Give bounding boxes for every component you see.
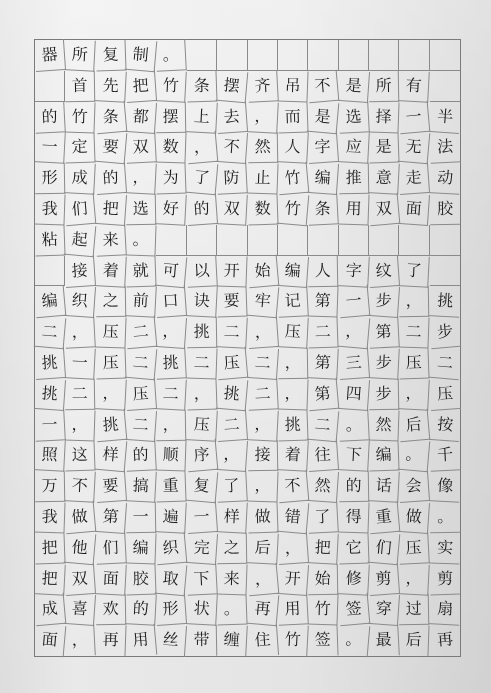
grid-cell: 了 (185, 162, 218, 195)
grid-cell: 穿 (368, 593, 400, 626)
grid-cell (430, 225, 460, 256)
grid-cell: 一 (34, 132, 66, 164)
grid-cell: ， (247, 409, 279, 441)
grid-cell: 把 (125, 70, 157, 103)
grid-cell: 压 (125, 378, 157, 411)
grid-cell: 记 (277, 286, 309, 318)
grid-cell: 二 (65, 379, 96, 410)
grid-cell: 挑 (34, 347, 66, 380)
grid-cell: 不 (307, 70, 340, 103)
grid-cell: 人 (308, 255, 339, 286)
grid-cell: 先 (95, 70, 127, 102)
grid-cell (278, 225, 308, 256)
grid-cell: 了 (216, 470, 248, 502)
grid-cell: 千 (429, 440, 461, 472)
grid-cell: 二 (308, 317, 339, 349)
grid-cell: 应 (338, 132, 370, 164)
grid-cell: 们 (95, 532, 127, 564)
grid-cell: 会 (398, 470, 430, 503)
grid-cell: 步 (369, 379, 400, 410)
grid-cell: 按 (429, 409, 461, 442)
grid-cell: 防 (216, 162, 248, 194)
grid-cell: ， (65, 624, 97, 656)
grid-cell: 样 (216, 501, 248, 533)
grid-cell: 住 (246, 624, 278, 657)
grid-cell: ， (246, 316, 278, 349)
grid-cell: 编 (368, 440, 399, 472)
grid-cell (308, 40, 338, 71)
grid-cell: 我 (34, 193, 65, 225)
grid-cell (430, 256, 460, 287)
grid-cell: 首 (65, 71, 96, 102)
grid-cell: 把 (34, 563, 66, 595)
grid-cell: 而 (277, 101, 308, 133)
grid-cell: 挑 (216, 378, 249, 411)
grid-cell: ， (398, 563, 430, 595)
grid-cell: 二 (125, 409, 157, 442)
grid-cell: 过 (399, 594, 430, 625)
grid-cell: 再 (95, 625, 126, 657)
grid-cell: 胶 (429, 194, 460, 225)
grid-cell: 织 (155, 532, 188, 565)
grid-cell: 后 (247, 532, 279, 564)
grid-cell: 压 (399, 347, 430, 379)
grid-cell: 照 (34, 440, 66, 472)
grid-cell: 来 (95, 224, 127, 256)
grid-cell: 去 (216, 101, 248, 134)
grid-cell: 下 (186, 563, 218, 595)
grid-cell: 往 (307, 439, 339, 472)
grid-cell: 面 (95, 563, 127, 595)
grid-cell: 摆 (156, 101, 187, 132)
grid-cell: 挑 (156, 347, 188, 379)
grid-cell: 再 (435, 629, 454, 651)
grid-cell: 后 (398, 408, 431, 441)
grid-cell: ， (247, 471, 278, 503)
grid-cell: ， (247, 101, 279, 133)
grid-cell: 推 (338, 163, 369, 194)
grid-cell: ， (186, 378, 217, 410)
grid-cell: 做 (64, 501, 97, 534)
grid-cell: 实 (429, 532, 460, 564)
grid-cell: 话 (368, 470, 400, 502)
grid-cell: 第 (368, 316, 400, 348)
grid-cell: 二 (428, 347, 461, 380)
grid-cell: 编 (307, 162, 339, 195)
grid-cell: 竹 (308, 594, 339, 626)
grid-cell (156, 225, 186, 256)
grid-cell: 。 (338, 409, 370, 441)
grid-cell: 二 (307, 408, 340, 441)
grid-cell: 欢 (95, 594, 126, 625)
grid-cell: 二 (247, 378, 279, 410)
grid-cell: 压 (277, 316, 309, 348)
grid-cell: 压 (398, 532, 430, 564)
grid-cell: 字 (338, 255, 370, 287)
grid-cell: 把 (307, 532, 339, 564)
grid-cell: 挑 (429, 286, 461, 318)
grid-cell: 上 (186, 101, 218, 133)
grid-cell (187, 225, 217, 256)
grid-cell: 所 (65, 39, 97, 71)
grid-cell: 不 (216, 131, 248, 164)
grid-cell: 一 (337, 285, 370, 318)
grid-cell (248, 225, 278, 256)
grid-cell: 之 (217, 533, 248, 564)
grid-cell: 。 (398, 439, 431, 472)
grid-cell: 双 (125, 132, 157, 164)
grid-cell: 纹 (368, 255, 400, 288)
grid-cell: 无 (398, 131, 431, 164)
grid-cell (430, 71, 460, 102)
grid-cell: 可 (155, 254, 188, 287)
grid-cell: 挑 (34, 378, 66, 411)
grid-cell: 开 (217, 255, 248, 287)
grid-cell: 吊 (277, 70, 308, 102)
grid-cell: 编 (277, 255, 309, 288)
grid-cell: ， (185, 131, 218, 164)
grid-cell (339, 225, 369, 256)
grid-cell: 第 (307, 347, 339, 379)
grid-cell: 们 (368, 532, 401, 565)
grid-cell: 意 (368, 162, 400, 194)
grid-cell: 开 (277, 563, 309, 596)
grid-cell: 再 (246, 593, 279, 626)
grid-cell: 复 (185, 470, 218, 503)
grid-cell: 扇 (429, 594, 461, 626)
grid-cell: 然 (368, 409, 399, 441)
grid-cell: ， (337, 316, 370, 349)
grid-cell: 竹 (277, 162, 310, 195)
grid-cell: 为 (156, 163, 187, 195)
grid-cell: 丝 (155, 624, 187, 657)
grid-cell (35, 71, 65, 102)
grid-cell: ， (398, 378, 430, 410)
grid-cell: 选 (338, 101, 370, 133)
grid-cell: 的 (95, 162, 127, 195)
grid-cell: 粘 (34, 224, 65, 256)
grid-cell (399, 225, 429, 256)
grid-cell: 后 (399, 625, 430, 657)
grid-cell: 二 (34, 316, 67, 349)
grid-cell: 万 (35, 471, 66, 502)
grid-cell (35, 256, 65, 287)
grid-cell: 三 (338, 347, 370, 380)
grid-cell: 压 (95, 317, 126, 349)
grid-cell: 要 (94, 131, 127, 164)
grid-cell: 定 (65, 132, 96, 164)
grid-cell: 二 (156, 378, 188, 410)
grid-cell: ， (155, 316, 187, 349)
manuscript-grid (34, 39, 461, 657)
grid-cell: 签 (337, 593, 370, 626)
grid-cell: 了 (398, 255, 430, 287)
grid-cell: 始 (308, 563, 339, 594)
grid-cell: 面 (34, 624, 67, 657)
grid-cell: 走 (398, 162, 430, 195)
grid-cell: 编 (34, 285, 67, 318)
grid-cell: 剪 (368, 563, 400, 596)
grid-cell: 二 (216, 316, 248, 348)
grid-cell: 之 (95, 286, 126, 317)
grid-cell: 数 (156, 132, 187, 164)
grid-cell: 是 (338, 70, 370, 103)
grid-cell: 。 (337, 624, 370, 657)
grid-cell: 止 (247, 163, 278, 195)
grid-cell: 牢 (246, 285, 279, 318)
grid-cell: 制 (125, 39, 158, 72)
grid-cell: 步 (428, 316, 461, 349)
grid-cell: 压 (216, 347, 249, 380)
grid-cell: 织 (64, 285, 96, 318)
grid-cell: 竹 (156, 70, 188, 102)
grid-cell: 就 (126, 255, 157, 287)
grid-cell: 一 (65, 347, 97, 379)
grid-cell: 接 (247, 440, 278, 471)
grid-cell: 面 (398, 193, 430, 226)
grid-cell: 竹 (65, 101, 96, 133)
grid-cell: 。 (217, 594, 248, 626)
grid-cell: ， (125, 162, 157, 194)
grid-cell: 得 (338, 501, 369, 533)
grid-cell: 下 (338, 440, 370, 472)
grid-cell: ， (277, 378, 308, 410)
grid-cell: 它 (338, 532, 369, 564)
grid-cell: 胶 (126, 563, 157, 595)
grid-cell: 的 (125, 594, 157, 626)
grid-cell: ， (278, 348, 309, 379)
grid-cell: 着 (277, 440, 309, 472)
grid-cell (217, 40, 247, 71)
grid-cell: 数 (247, 193, 278, 225)
grid-cell: 半 (429, 101, 461, 134)
grid-cell: 缠 (216, 624, 248, 656)
grid-cell: 搞 (125, 470, 157, 502)
grid-cell: ， (277, 532, 309, 565)
grid-cell: 把 (95, 193, 127, 226)
grid-cell: 成 (65, 162, 97, 194)
grid-cell: 是 (368, 132, 399, 164)
grid-cell: 前 (125, 286, 157, 318)
grid-cell: 摆 (216, 70, 249, 103)
grid-cell: 这 (65, 440, 96, 472)
grid-cell: 来 (217, 563, 248, 595)
grid-cell: 。 (126, 224, 157, 256)
grid-cell: 一 (126, 502, 157, 533)
grid-cell: 齐 (247, 70, 279, 102)
grid-cell: 双 (368, 193, 401, 226)
grid-cell: ， (156, 409, 187, 440)
grid-cell (369, 40, 399, 71)
grid-cell (430, 40, 460, 71)
grid-cell: 形 (155, 593, 187, 626)
grid-cell: 。 (156, 39, 188, 71)
grid-cell: 形 (35, 163, 66, 194)
grid-cell: 二 (216, 409, 248, 442)
grid-cell: 做 (398, 501, 430, 534)
grid-cell: 取 (155, 562, 188, 595)
grid-cell: 编 (126, 532, 157, 564)
grid-cell: 要 (217, 286, 248, 318)
grid-cell: 四 (338, 378, 370, 411)
grid-cell: 最 (368, 624, 400, 656)
grid-cell: 双 (64, 563, 96, 596)
grid-cell (308, 225, 338, 256)
grid-cell: 的 (125, 440, 157, 472)
grid-cell: 样 (94, 439, 127, 472)
grid-cell: 动 (429, 162, 461, 194)
grid-cell: 起 (64, 224, 97, 257)
grid-cell: 成 (34, 593, 67, 626)
grid-cell: 以 (186, 255, 218, 287)
grid-cell: 错 (277, 501, 310, 534)
grid-cell: 条 (307, 193, 339, 225)
grid-cell: ， (65, 316, 97, 348)
grid-cell: 他 (64, 532, 97, 565)
grid-cell: 带 (187, 625, 218, 656)
grid-cell: 压 (429, 378, 461, 411)
grid-cell: 的 (186, 193, 218, 226)
grid-cell: 第 (95, 501, 127, 534)
grid-cell: 器 (34, 39, 66, 72)
grid-cell: 状 (186, 594, 218, 626)
grid-cell: 第 (307, 378, 340, 411)
grid-cell: 条 (94, 100, 127, 133)
grid-cell: 二 (125, 316, 158, 349)
grid-cell: 们 (64, 193, 97, 226)
grid-cell: 的 (338, 471, 369, 502)
grid-cell: 好 (156, 193, 188, 225)
grid-cell (369, 225, 399, 256)
grid-cell: 修 (338, 563, 370, 595)
grid-cell (339, 40, 369, 71)
grid-cell: 我 (34, 501, 65, 533)
grid-cell: 都 (125, 101, 157, 134)
grid-cell: ， (399, 286, 430, 317)
grid-cell: 一 (186, 501, 218, 534)
grid-cell (187, 40, 217, 71)
grid-cell: 二 (399, 317, 430, 349)
grid-cell: 要 (95, 470, 127, 503)
grid-cell: ， (95, 378, 127, 410)
grid-cell: 步 (368, 347, 400, 379)
grid-cell (278, 40, 308, 71)
grid-cell: ， (65, 409, 96, 441)
grid-cell: 是 (307, 100, 340, 133)
grid-cell: 诀 (186, 286, 218, 318)
grid-cell: 重 (156, 471, 187, 503)
grid-cell: 不 (277, 470, 310, 503)
grid-cell: 了 (307, 501, 339, 533)
grid-cell: 做 (247, 501, 278, 533)
grid-cell: 口 (155, 285, 187, 318)
grid-cell: 用 (338, 193, 369, 225)
grid-cell: 一 (398, 100, 431, 133)
grid-cell: 序 (185, 439, 218, 472)
grid-cell: 压 (95, 347, 126, 379)
grid-cell: 有 (398, 70, 430, 102)
grid-cell: ， (216, 439, 248, 472)
grid-cell: 二 (125, 347, 158, 380)
grid-cell: 双 (216, 193, 248, 225)
grid-cell: 把 (34, 532, 65, 564)
grid-cell: 竹 (277, 193, 310, 226)
grid-cell: 挑 (277, 409, 308, 441)
grid-cell: 剪 (429, 563, 460, 595)
grid-cell: 挑 (94, 408, 127, 441)
grid-cell: 二 (186, 347, 217, 379)
grid-cell (399, 40, 429, 71)
grid-cell: 复 (95, 39, 126, 71)
grid-cell: 着 (95, 255, 127, 287)
grid-cell: 完 (186, 532, 218, 565)
grid-cell: 喜 (64, 593, 96, 626)
grid-cell: 遍 (156, 501, 188, 533)
grid-cell: ， (246, 562, 279, 595)
grid-cell: 。 (429, 502, 460, 533)
grid-cell: 竹 (277, 624, 309, 656)
grid-cell: 步 (368, 285, 400, 318)
grid-cell: 选 (126, 194, 157, 225)
grid-cell: 第 (308, 286, 339, 318)
grid-cell: 不 (65, 470, 97, 502)
grid-cell: 接 (64, 255, 96, 288)
grid-cell: 的 (34, 101, 66, 133)
grid-cell: 一 (34, 409, 66, 441)
grid-cell: 挑 (187, 317, 218, 348)
grid-cell: 然 (247, 132, 278, 163)
grid-cell: 用 (277, 594, 309, 626)
grid-cell: 字 (307, 131, 339, 164)
grid-cell: 重 (368, 501, 401, 534)
grid-cell: 择 (368, 101, 399, 133)
grid-cell: 所 (369, 71, 400, 102)
grid-cell: 二 (246, 347, 278, 380)
grid-cell (248, 40, 278, 71)
grid-cell: 签 (308, 625, 339, 657)
grid-cell: 像 (429, 470, 461, 502)
grid-cell: 用 (125, 624, 158, 657)
grid-cell: 始 (246, 254, 279, 287)
grid-cell: 人 (277, 132, 309, 164)
grid-cell: 顺 (156, 440, 187, 472)
grid-cell: 法 (429, 132, 461, 164)
grid-cell: 然 (307, 470, 339, 503)
grid-cell: 压 (186, 409, 218, 441)
grid-cell: 条 (186, 70, 217, 102)
grid-cell (217, 225, 247, 256)
